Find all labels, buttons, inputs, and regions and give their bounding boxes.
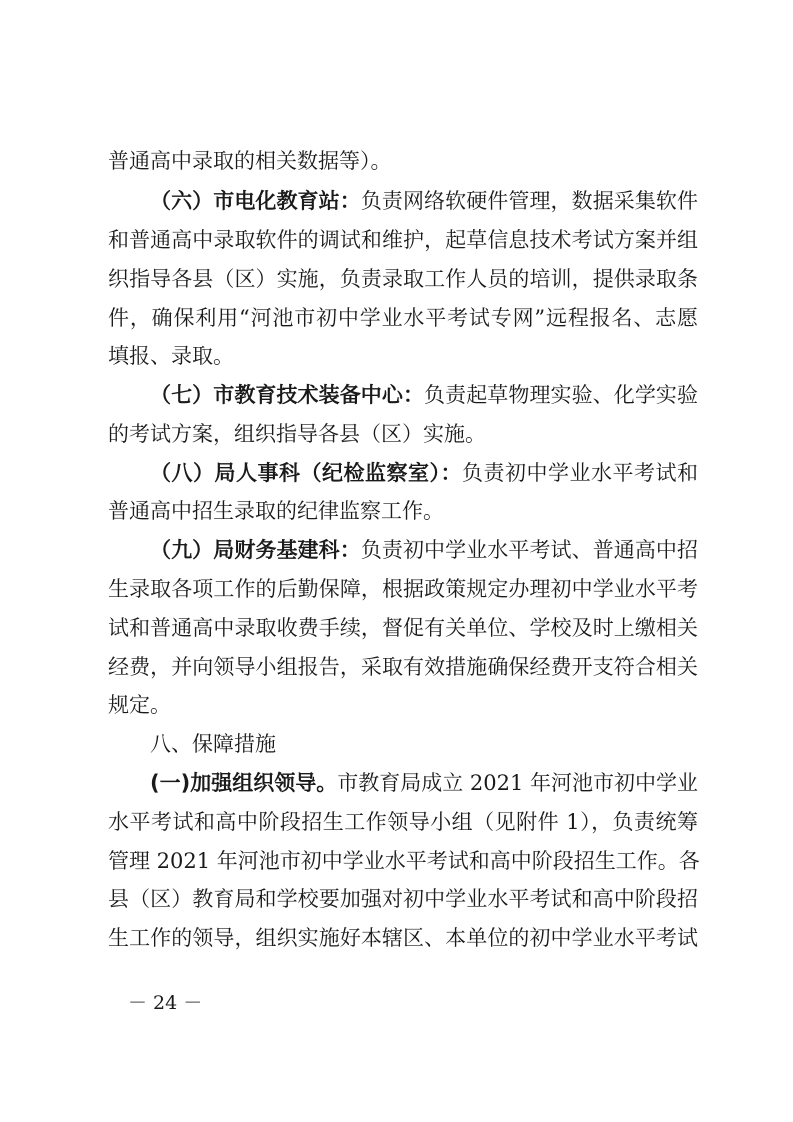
text-line: 填报、录取。 — [108, 344, 234, 368]
section-eight-heading: （八）局人事科（纪检监察室）：负责初中学业水平考试和 — [150, 461, 698, 485]
section-nine-heading: （九）局财务基建科：负责初中学业水平考试、普通高中招 — [150, 538, 699, 562]
text-line: 试和普通高中录取收费手续，督促有关单位、学校及时上缴相关 — [108, 616, 698, 640]
text-line: 经费，并向领导小组报告，采取有效措施确保经费开支符合相关 — [108, 655, 698, 679]
page-number: － 24 － — [128, 992, 203, 1014]
text-line: 件，确保利用“河池市初中学业水平考试专网”远程报名、志愿 — [108, 306, 698, 330]
text-line: 的考试方案，组织指导各县（区）实施。 — [108, 422, 486, 446]
text-line: 生录取各项工作的后勤保障，根据政策规定办理初中学业水平考 — [108, 577, 698, 601]
text-line: 规定。 — [108, 693, 171, 717]
text-line: 和普通高中录取软件的调试和维护，起草信息技术考试方案并组 — [108, 228, 698, 252]
text-line: 县（区）教育局和学校要加强对初中学业水平考试和高中阶段招 — [108, 887, 698, 911]
chapter-heading: 八、保障措施 — [150, 732, 276, 756]
text-line: 管理 2021 年河池市初中学业水平考试和高中阶段招生工作。各 — [108, 849, 700, 873]
section-six-heading: （六）市电化教育站：负责网络软硬件管理，数据采集软件 — [150, 189, 699, 213]
subsection-heading: (一)加强组织领导。市教育局成立 2021 年河池市初中学业 — [150, 771, 698, 795]
text-line: 织指导各县（区）实施，负责录取工作人员的培训，提供录取条 — [108, 267, 698, 291]
section-seven-heading: （七）市教育技术装备中心：负责起草物理实验、化学实验 — [150, 383, 699, 407]
text-line: 水平考试和高中阶段招生工作领导小组（见附件 1），负责统筹 — [108, 810, 698, 834]
text-line: 普通高中录取的相关数据等）。 — [108, 149, 392, 173]
text-line: 普通高中招生录取的纪律监察工作。 — [108, 499, 444, 523]
text-line: 生工作的领导，组织实施好本辖区、本单位的初中学业水平考试 — [108, 926, 698, 950]
